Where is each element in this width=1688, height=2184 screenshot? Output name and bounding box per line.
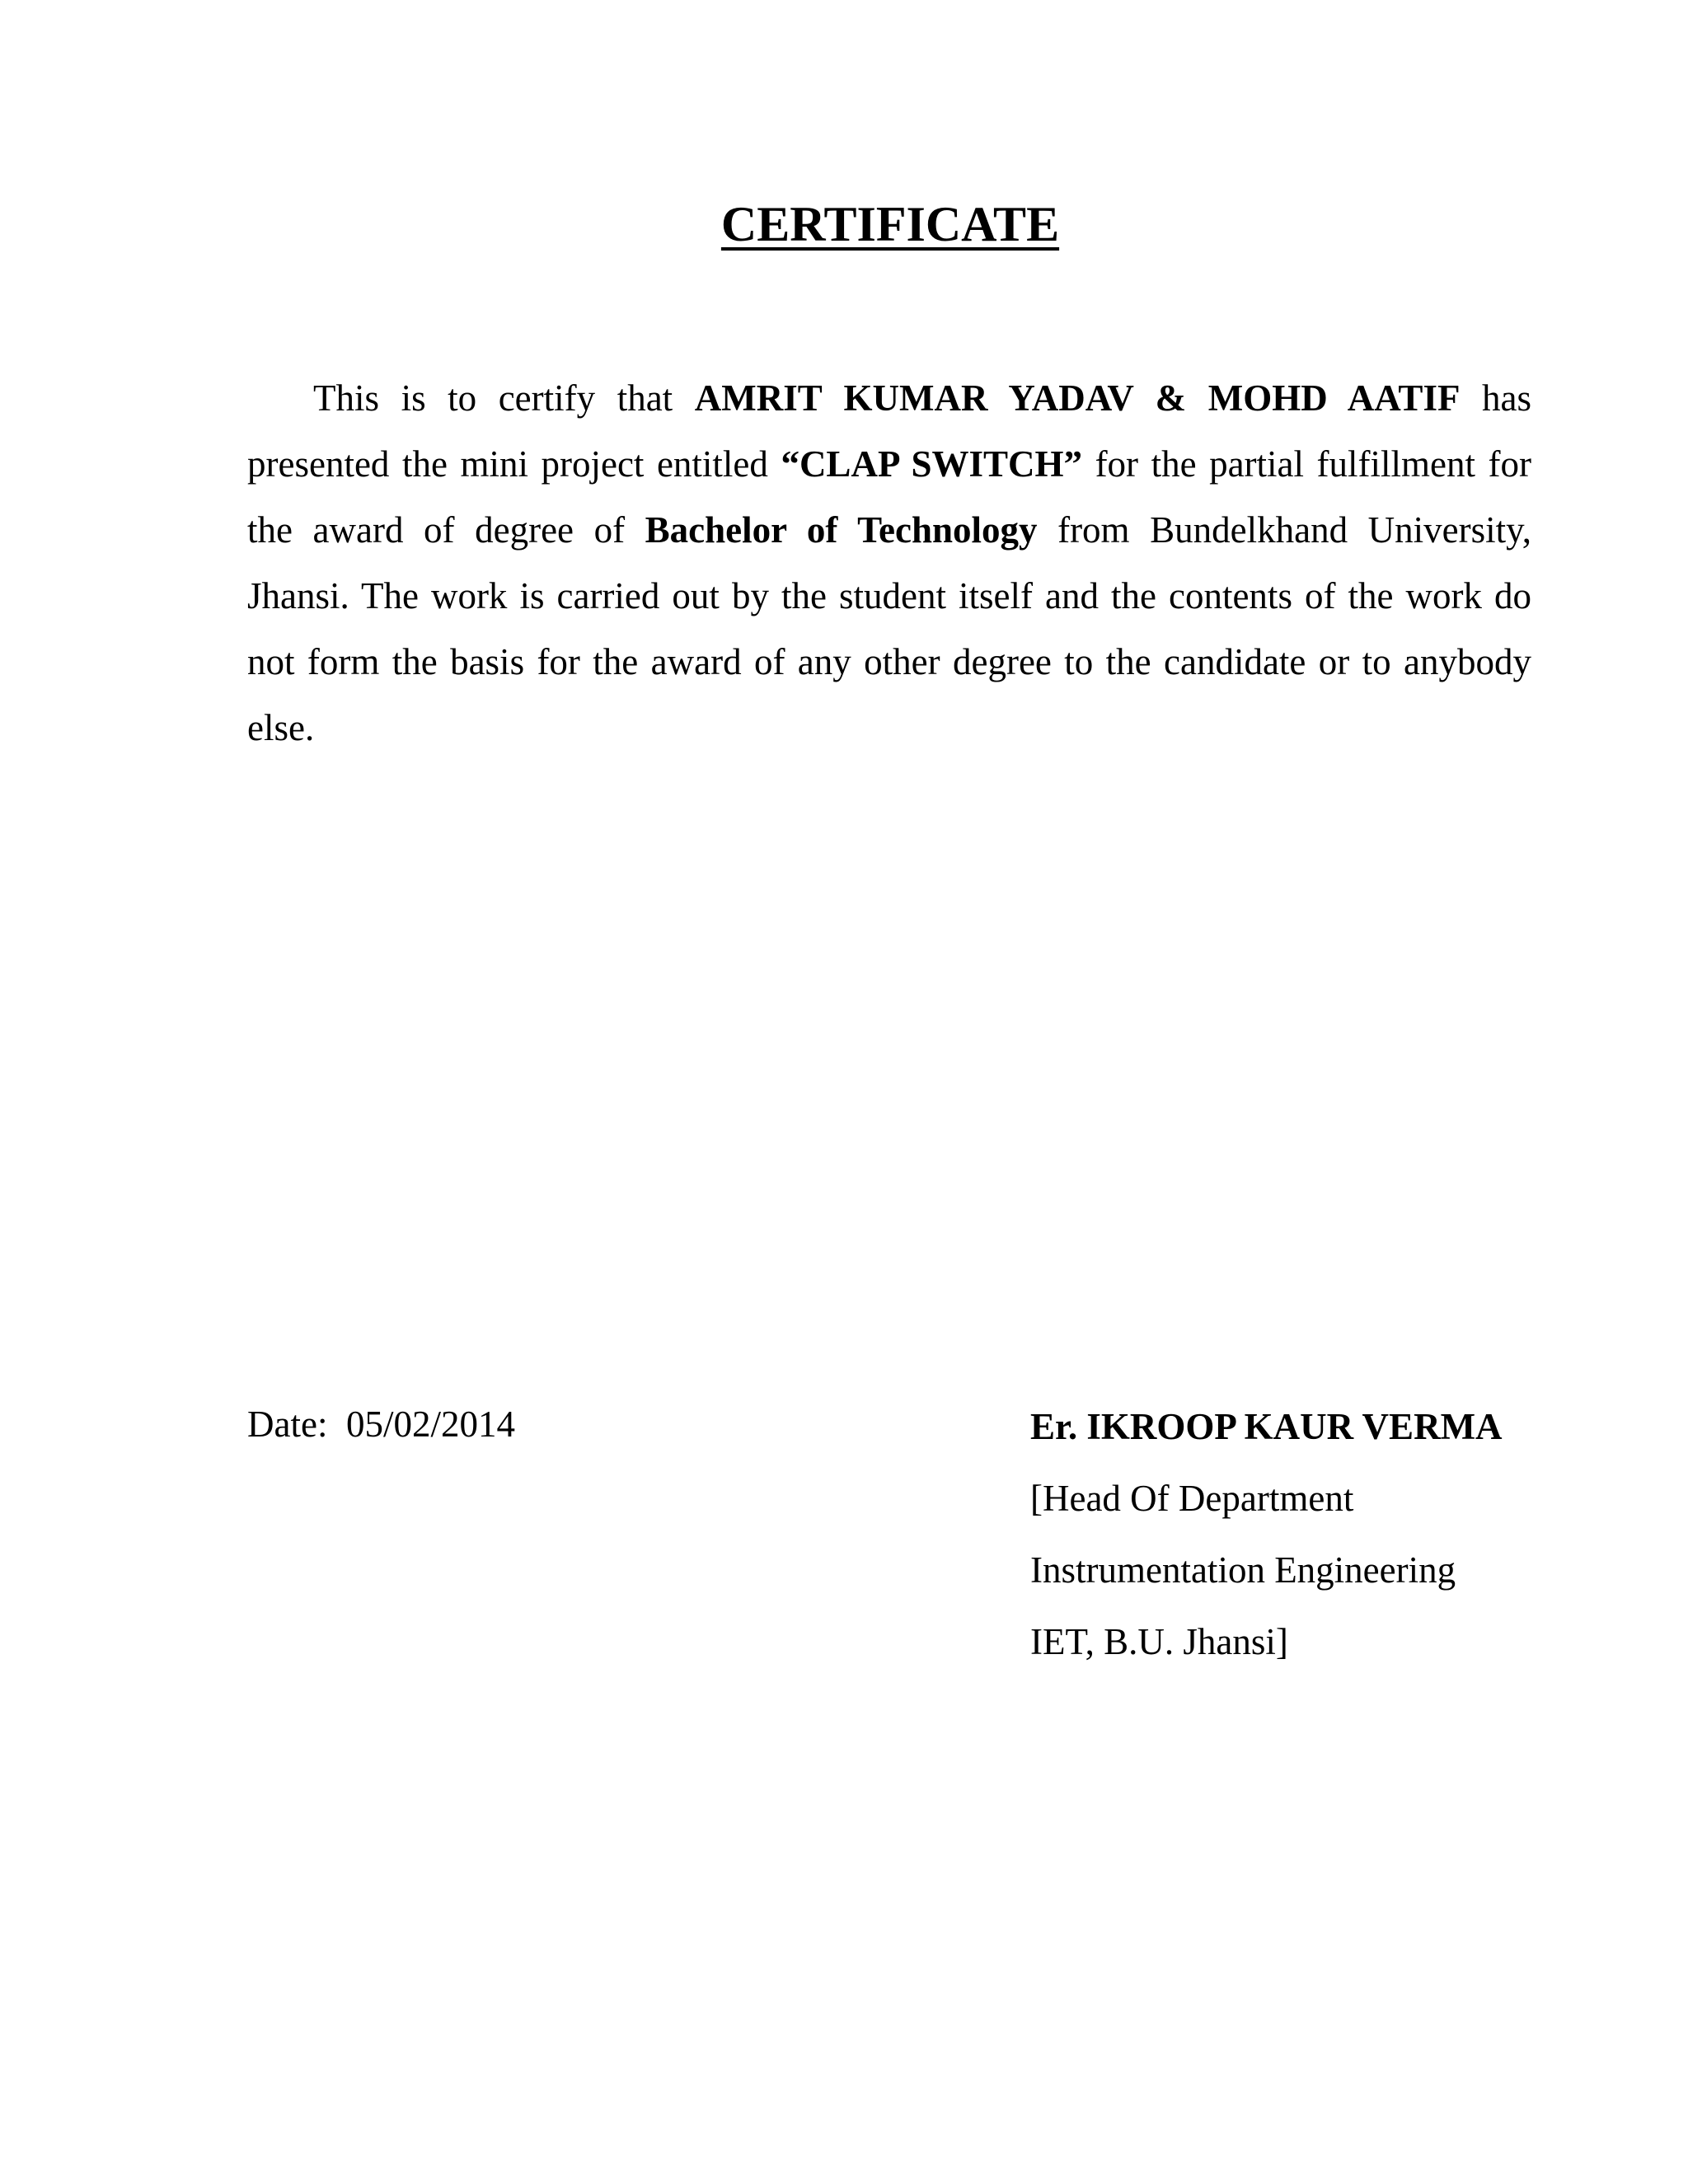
body-text-intro: This is to certify that (313, 377, 695, 419)
date-line (247, 1391, 515, 1457)
date-label: Date: (247, 1404, 346, 1445)
signatory-name: Er. IKROOP KAUR VERMA (1030, 1406, 1503, 1447)
student-names: AMRIT KUMAR YADAV & MOHD AATIF (694, 377, 1461, 419)
certificate-body (247, 365, 1531, 761)
date-value: 05/02/2014 (345, 1404, 515, 1445)
certificate-title: CERTIFICATE (720, 197, 1060, 251)
signature-block (1030, 1391, 1503, 1678)
signatory-title: [Head Of Department (1030, 1478, 1354, 1519)
signatory-institution: IET, B.U. Jhansi] (1030, 1621, 1288, 1662)
body-text-closing: from Bundelkhand University, Jhansi. The work is carried out by the student itself and the contents of the work do not form the basis for the award of any other degree to the candidate or to anybody else. (247, 509, 1531, 748)
degree-name: Bachelor of Technology (645, 509, 1038, 551)
body-text-degree-intro: for the partial fulfillment for the award of degree of (247, 443, 1531, 551)
body-text-project-intro: has presented the mini project entitled (247, 377, 1532, 485)
project-title: “CLAP SWITCH” (781, 443, 1083, 485)
signatory-department: Instrumentation Engineering (1030, 1549, 1456, 1591)
